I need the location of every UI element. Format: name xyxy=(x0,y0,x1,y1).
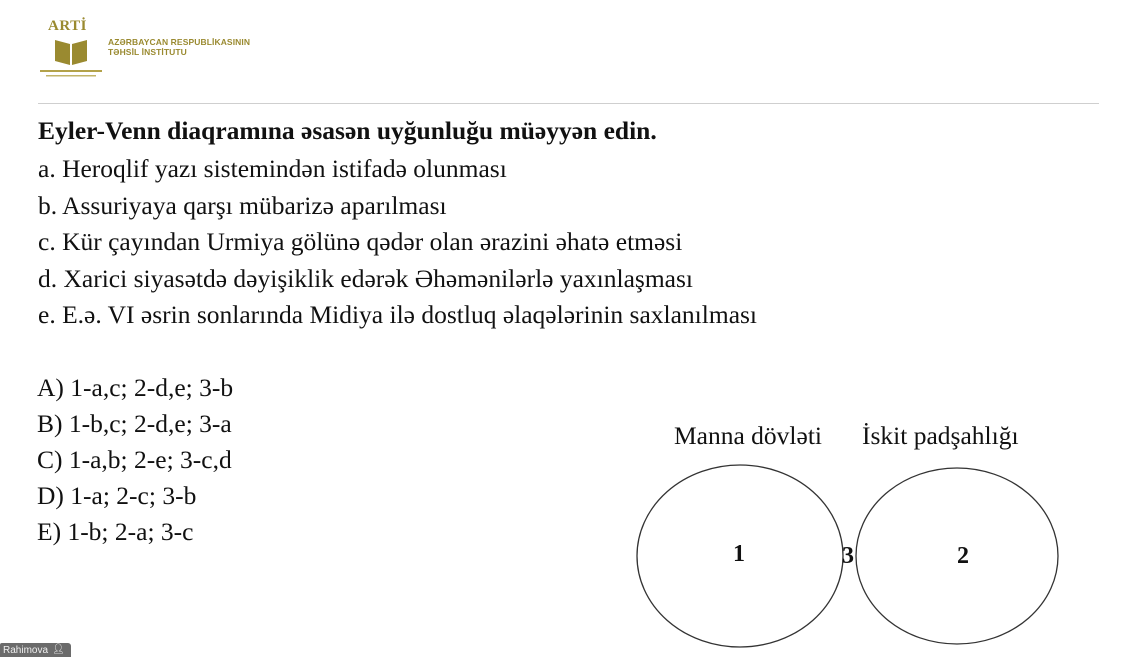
option-a: A) 1-a,c; 2-d,e; 3-b xyxy=(37,373,234,402)
logo-text: ARTİ xyxy=(48,18,87,34)
book-logo-icon xyxy=(38,36,104,78)
arti-logo xyxy=(38,16,104,78)
answer-options xyxy=(37,370,233,550)
venn-circles xyxy=(630,415,1070,657)
person-icon: 👤︎ xyxy=(52,644,65,655)
option-b: B) 1-b,c; 2-d,e; 3-a xyxy=(37,409,232,438)
question-title: Eyler-Venn diaqramına əsasən uyğunluğu müəyyən edin. xyxy=(38,116,657,145)
organization-name xyxy=(108,37,250,57)
region-2-label: 2 xyxy=(957,543,969,569)
participant-name: Rahimova xyxy=(3,645,49,656)
option-d: D) 1-a; 2-c; 3-b xyxy=(37,481,197,510)
participant-name-tag xyxy=(0,643,71,657)
org-name-line-1: AZƏRBAYCAN RESPUBLİKASININ xyxy=(108,37,251,47)
org-name-line-2: TƏHSİL İNSTİTUTU xyxy=(108,47,187,57)
venn-label-left: Manna dövləti xyxy=(674,421,823,450)
header-divider xyxy=(38,103,1099,104)
statement-b: b. Assuriyaya qarşı mübarizə aparılması xyxy=(38,190,447,220)
region-3-label: 3 xyxy=(842,543,854,569)
statement-e: e. E.ə. VI əsrin sonlarında Midiya ilə dostluq əlaqələrinin saxlanılması xyxy=(38,300,758,329)
option-c: C) 1-a,b; 2-e; 3-c,d xyxy=(37,445,232,474)
venn-diagram xyxy=(630,415,1070,657)
statement-d: d. Xarici siyasətdə dəyişiklik edərək Əhəmənilərlə yaxınlaşması xyxy=(38,263,693,293)
statement-a: a. Heroqlif yazı sistemindən istifadə olunması xyxy=(38,154,507,183)
venn-label-right: İskit padşahlığı xyxy=(862,421,1019,450)
option-e: E) 1-b; 2-a; 3-c xyxy=(37,517,194,546)
statement-c: c. Kür çayından Urmiya gölünə qədər olan ərazini əhatə etməsi xyxy=(38,227,683,256)
statement-list xyxy=(38,151,757,334)
region-1-label: 1 xyxy=(733,541,745,567)
